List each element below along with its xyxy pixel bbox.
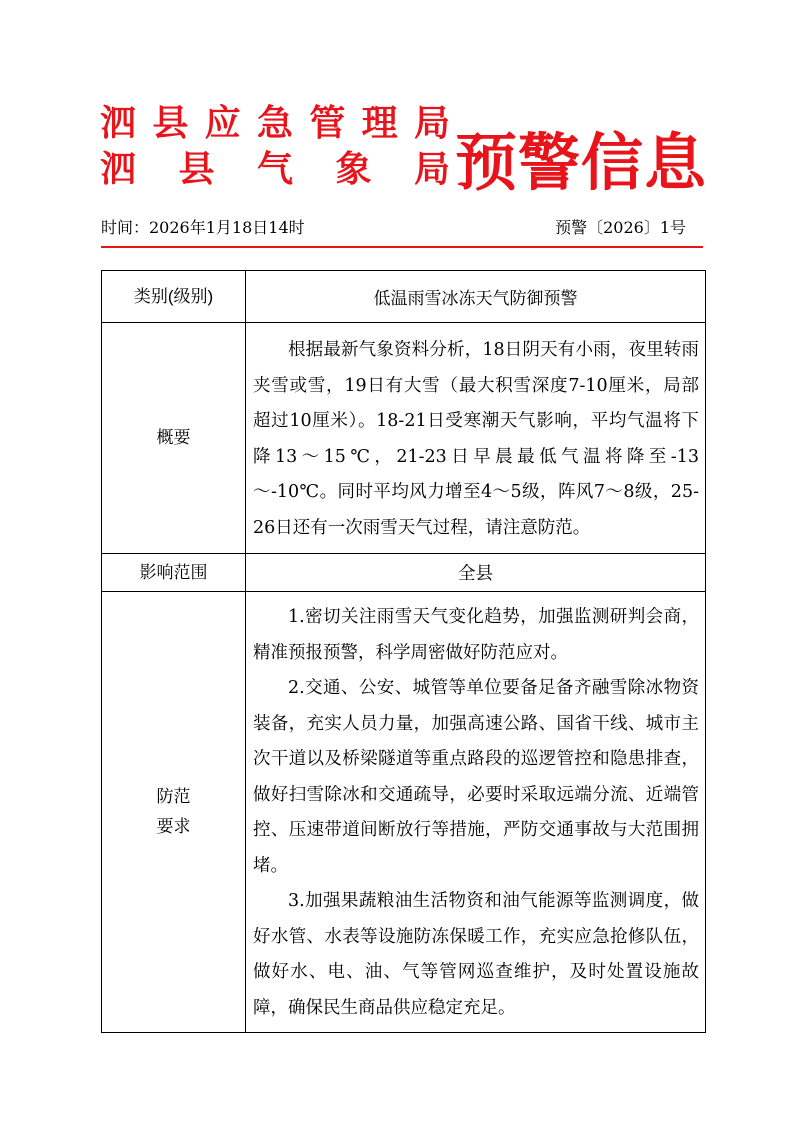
org-char: 管 (309, 102, 346, 144)
measures-label (102, 592, 246, 1033)
document-type-title: 预警信息 (455, 126, 708, 199)
org-char: 县 (152, 102, 189, 144)
scope-value: 全县 (246, 554, 706, 592)
org-char: 局 (413, 102, 450, 144)
org-char: 气 (256, 148, 293, 190)
issue-time: 时间：2026年1月18日14时 (101, 218, 305, 237)
category-label: 类别(级别) (102, 271, 246, 323)
org-char: 泗 (100, 102, 137, 144)
measures-label-line2: 要求 (156, 817, 191, 836)
summary-label: 概要 (102, 323, 246, 554)
measure-item: 2.交通、公安、城管等单位要备足备齐融雪除冰物资装备，充实人员力量，加强高速公路、国省干线、城市主次干道以及桥梁隧道等重点路段的巡逻管控和隐患排查，做好扫雪除冰和交通疏导，必要时采取远端分流、近端管控、压速带道间断放行等措施，严防交通事故与大范围拥堵。 (253, 678, 699, 876)
measure-item: 3.加强果蔬粮油生活物资和油气能源等监测调度，做好水管、水表等设施防冻保暖工作，充实应急抢修队伍，做好水、电、油、气等管网巡查维护，及时处置设施故障，确保民生商品供应稳定充足。 (253, 891, 699, 1018)
org-char: 泗 (100, 148, 137, 190)
warning-number: 预警〔2026〕1号 (555, 218, 686, 237)
org-char: 理 (361, 102, 398, 144)
scope-label: 影响范围 (102, 554, 246, 592)
issuing-organizations (100, 100, 450, 192)
warning-table (101, 270, 706, 1033)
header-divider (101, 246, 703, 248)
org-char: 急 (256, 102, 293, 144)
org-char: 局 (413, 148, 450, 190)
measures-label-line1: 防范 (156, 787, 191, 806)
summary-text: 根据最新气象资料分析，18日阴天有小雨，夜里转雨夹雪或雪，19日有大雪（最大积雪深度7-10厘米，局部超过10厘米）。18-21日受寒潮天气影响，平均气温将下降13～15℃，21-23日早晨最低气温将降至-13～-10℃。同时平均风力增至4～5级，阵风7～8级，25-26日还有一次雨雪天气过程，请注意防范。 (253, 340, 699, 538)
org-meteorology-bureau (100, 146, 450, 192)
table-row (102, 271, 706, 323)
org-emergency-bureau (100, 100, 450, 146)
org-char: 象 (335, 148, 372, 190)
org-char: 应 (204, 102, 241, 144)
table-row (102, 592, 706, 1033)
org-char: 县 (178, 148, 215, 190)
table-row (102, 323, 706, 554)
category-value: 低温雨雪冰冻天气防御预警 (246, 271, 706, 323)
table-row (102, 554, 706, 592)
measure-item: 1.密切关注雨雪天气变化趋势，加强监测研判会商，精准预报预警，科学周密做好防范应对。 (253, 607, 699, 663)
